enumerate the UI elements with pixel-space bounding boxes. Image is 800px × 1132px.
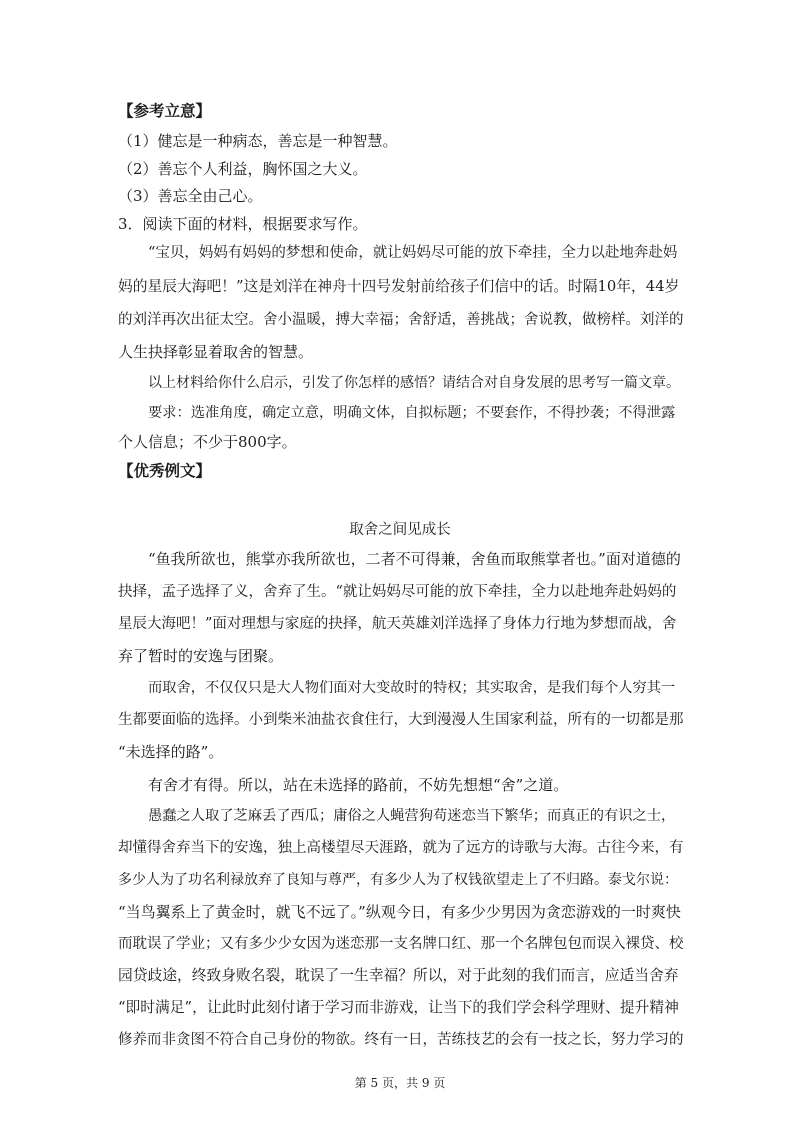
reference-idea-item: （1）健忘是一种病态，善忘是一种智慧。 <box>118 132 398 150</box>
material-line: 人生抉择彰显着取舍的智慧。 <box>118 343 314 361</box>
essay-line: 星辰大海吧！”面对理想与家庭的抉择，航天英雄刘洋选择了身体力行地为梦想而战，舍 <box>118 616 677 632</box>
essay-line: 修养而非贪图不符合自己身份的物欲。终有一日，苦练技艺的会有一技之长，努力学习的 <box>118 1032 684 1048</box>
reference-idea-item: （2）善忘个人利益，胸怀国之大义。 <box>118 160 368 178</box>
writing-prompt: 以上材料给你什么启示，引发了你怎样的感悟？请结合对自身发展的思考写一篇文章。 <box>148 375 680 391</box>
essay-line: 而取舍，不仅仅只是大人物们面对大变故时的特权；其实取舍，是我们每个人穷其一 <box>148 680 676 696</box>
section-heading-model-essay: 【优秀例文】 <box>118 461 212 480</box>
section-heading-reference-ideas: 【参考立意】 <box>118 101 212 120</box>
material-line: “宝贝，妈妈有妈妈的梦想和使命，就让妈妈尽可能的放下牵挂，全力以赴地奔赴妈 <box>148 245 678 261</box>
essay-title: 取舍之间见成长 <box>349 522 451 538</box>
reference-idea-item: （3）善忘全由己心。 <box>118 187 263 205</box>
question-stem: 3．阅读下面的材料，根据要求写作。 <box>118 215 368 233</box>
essay-line: “当鸟翼系上了黄金时，就飞不远了。”纵观今日，有多少少男因为贪恋游戏的一时爽快 <box>118 903 681 921</box>
essay-line: “鱼我所欲也，熊掌亦我所欲也，二者不可得兼，舍鱼而取熊掌者也。”面对道德的 <box>148 550 681 568</box>
essay-line: 弃了暂时的安逸与团聚。 <box>118 647 284 665</box>
material-line: 的刘洋再次出征太空。舍小温暖，搏大幸福；舍舒适，善挑战；舍说教，做榜样。刘洋的 <box>118 312 684 328</box>
essay-line: 有舍才有得。所以，站在未选择的路前，不妨先想想“舍”之道。 <box>148 776 569 794</box>
page-footer: 第 5 页，共 9 页 <box>354 1076 446 1090</box>
essay-line: 园贷歧途，终致身败名裂，耽误了一生幸福？所以，对于此刻的我们而言，应适当舍弃 <box>118 967 679 984</box>
essay-line: “未选择的路”。 <box>118 743 224 761</box>
essay-line: 抉择，孟子选择了义，舍弃了生。“就让妈妈尽可能的放下牵挂，全力以赴地奔赴妈妈的 <box>118 584 677 600</box>
essay-line: “即时满足”，让此时此刻付诸于学习而非游戏，让当下的我们学会科学理财、提升精神 <box>118 999 679 1016</box>
requirement-line: 个人信息；不少于800字。 <box>118 433 297 451</box>
essay-line: 多少人为了功名利禄放弃了良知与尊严，有多少人为了权钱欲望走上了不归路。泰戈尔说： <box>118 872 678 888</box>
essay-line: 愚蠢之人取了芝麻丢了西瓜；庸俗之人蝇营狗苟迷恋当下繁华；而真正的有识之士， <box>148 808 676 824</box>
essay-line: 却懂得舍弃当下的安逸，独上高楼望尽天涯路，就为了远方的诗歌与大海。古往今来，有 <box>118 840 684 856</box>
material-line: 妈的星辰大海吧！”这是刘洋在神舟十四号发射前给孩子们信中的话。时隔10年，44岁 <box>118 278 680 295</box>
essay-line: 而耽误了学业；又有多少少女因为迷恋那一支名牌口红、那一个名牌包包而误入裸贷、校 <box>118 936 684 952</box>
requirement-line: 要求：选准角度，确定立意，明确文体，自拟标题；不要套作，不得抄袭；不得泄露 <box>148 405 676 421</box>
essay-line: 生都要面临的选择。小到柴米油盐衣食住行，大到漫漫人生国家利益，所有的一切都是那 <box>118 712 684 728</box>
